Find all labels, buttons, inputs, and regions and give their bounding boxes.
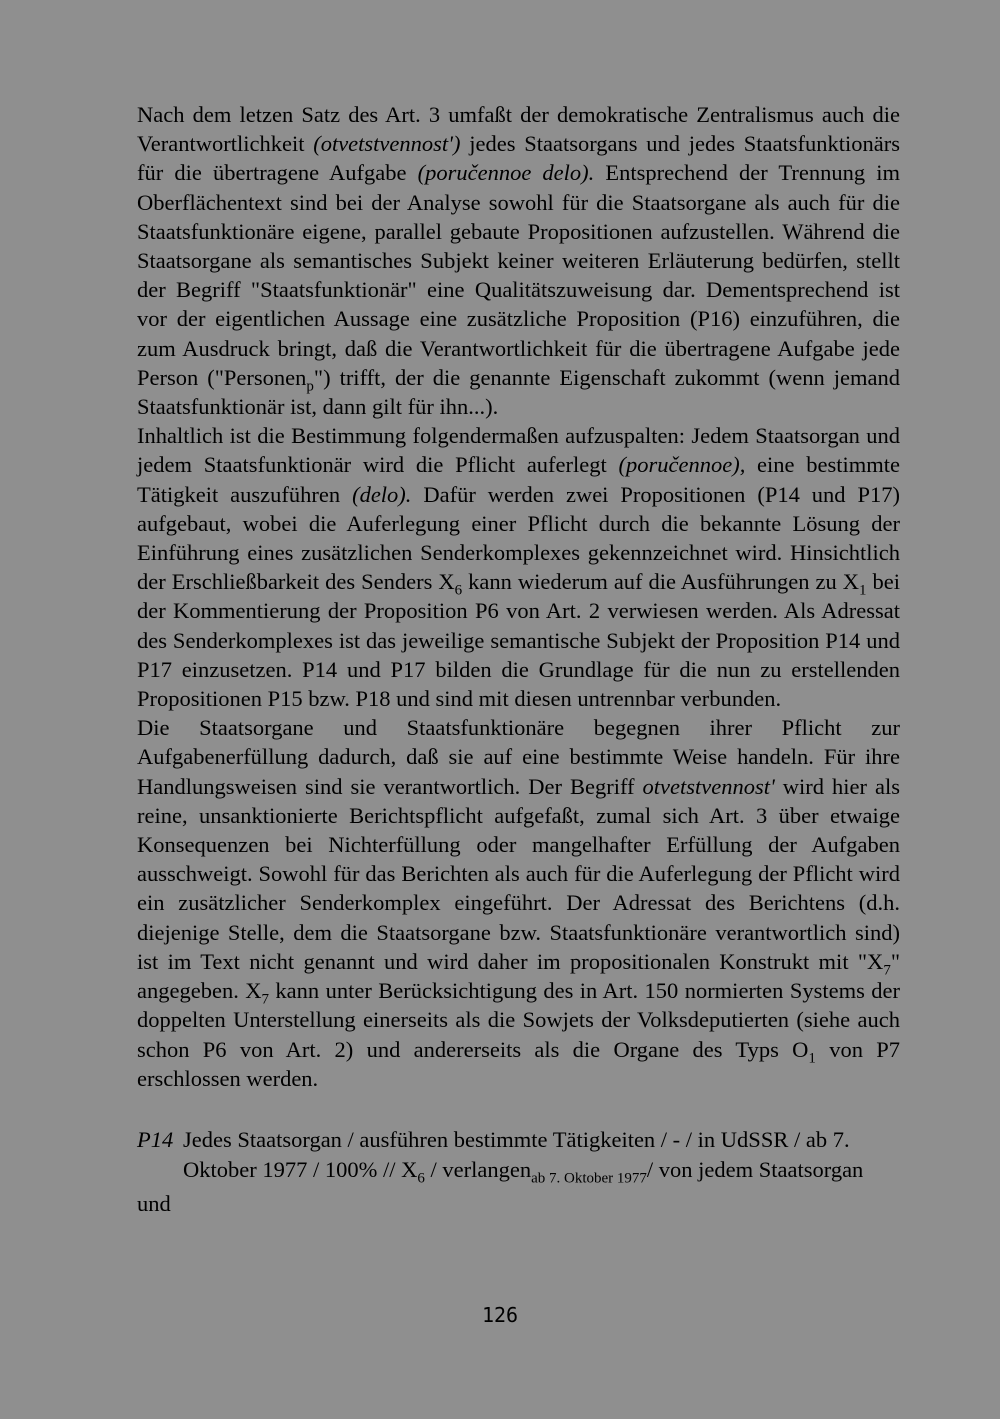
paragraph-1 [137,100,900,421]
paragraph-3 [137,713,900,1093]
text-segment: 6 [454,582,463,599]
proposition-segment: 6 [417,1170,425,1187]
text-segment: (poručennoe), [618,452,746,478]
text-segment: (otvetstvennost') [313,131,461,157]
text-segment: (delo). [352,481,412,507]
text-segment: von P7 erschlossen werden. [137,1036,901,1091]
proposition-segment: / von jedem Staatsorgan [646,1157,864,1182]
text-segment: 7 [883,962,891,979]
page-number: 126 [481,1303,519,1327]
text-segment: " angegeben. X [137,948,900,1004]
text-segment: ") trifft, der die genannte Eigenschaft zukommt (wenn jemand Staatsfunktionär ist, dann gilt für ihn...). [137,364,900,420]
proposition-block [137,1125,900,1219]
text-segment: Dafür werden zwei Propositionen (P14 und P17) aufgebaut, wobei die Auferlegung einer Pflicht durch die bekannte Lösung der Einführung eines zusätzlichen Senderkomplexes gekennzeichnet wird. Hinsichtlich der Erschließbarkeit des Senders X [137,481,900,595]
text-segment: 1 [808,1050,816,1066]
paragraph-2 [137,421,900,713]
conjunction: und [137,1191,171,1216]
text-segment: Inhaltlich ist die Bestimmung folgendermaßen aufzuspalten: Jedem Staatsorgan und jedem Staatsfunktionär wird die Pflicht auferlegt [137,423,900,478]
proposition-label: P14 [137,1127,174,1152]
text-segment: (poručennoe delo). [417,160,595,186]
proposition-segment: Jedes Staatsorgan / ausführen bestimmte Tätigkeiten / - / in UdSSR / ab 7. Oktober 1977 / 100% // X [183,1127,850,1182]
text-segment: Die Staatsorgane und Staatsfunktionäre begegnen ihrer Pflicht zur Aufgabenerfüllung dadurch, daß sie auf eine bestimmte Weise handeln. Für ihre Handlungsweisen sind sie verantwortlich. Der Begriff [137,715,900,799]
text-segment: kann unter Berücksichtigung des in Art. 150 normierten Systems der doppelten Unterstellung einerseits als die Sowjets der Volksdeputierten (siehe auch schon P6 von Art. 2) und andererseits als die Organe des Typs O [137,978,900,1062]
text-segment: wird hier als reine, unsanktionierte Berichtspflicht aufgefaßt, zumal sich Art. 3 über etwaige Konsequenzen bei Nichterfüllung oder mangelhafter Erfüllung der Aufgaben ausschweigt. Sowohl für das Berichten als auch für die Auferlegung der Pflicht wird ein zusätzlicher Senderkomplex eingeführt. Der Adressat des Berichtens (d.h. diejenige Stelle, dem die Staatsorgane bzw. Staatsfunktionäre verantwortlich sind) ist im Text nicht genannt und wird daher im propositionalen Konstrukt mit "X [137,773,900,974]
proposition-segment: ab 7. Oktober 1977 [531,1170,647,1187]
proposition-segment: / verlangen [424,1157,532,1182]
text-segment: jedes Staatsorgans und jedes Staatsfunktionärs für die übertragene Aufgabe [137,131,900,186]
text-segment: bei der Kommentierung der Proposition P6 von Art. 2 verwiesen werden. Als Adressat des Senderkomplexes ist das jeweilige semantische Subjekt der Proposition P14 und P17 einzusetzen. P14 und P17 bilden die Grundlage für die nun zu erstellenden Propositionen P15 bzw. P18 und sind mit diesen untrennbar verbunden. [137,569,900,712]
text-segment: otvetstvennost' [642,773,775,799]
proposition-row [137,1125,900,1185]
text-segment: kann wiederum auf die Ausführungen zu X [462,569,859,595]
text-segment: p [306,378,314,395]
body-text [137,100,900,1093]
text-segment: Entsprechend der Trennung im Oberflächentext sind bei der Analyse sowohl für die Staatsorgane als auch für die Staatsfunktionäre eigene, parallel gebaute Propositionen aufzustellen. Während die Staatsorgane als semantisches Subjekt keiner weiteren Erläuterung bedürfen, stellt der Begriff "Staatsfunktionär" eine Qualitätszuweisung dar. Dementsprechend ist vor der eigentlichen Aussage eine zusätzliche Proposition (P16) einzuführen, die zum Ausdruck bringt, daß die Verantwortlichkeit für die übertragene Aufgabe jede Person ("Personen [137,160,900,390]
proposition-text [183,1125,900,1185]
text-segment: 7 [261,991,269,1008]
text-segment: eine bestimmte Tätigkeit auszuführen [137,452,900,507]
text-segment: Nach dem letzen Satz des Art. 3 umfaßt der demokratische Zentralismus auch die Verantwortlichkeit [137,102,900,157]
text-segment: 1 [858,582,867,599]
